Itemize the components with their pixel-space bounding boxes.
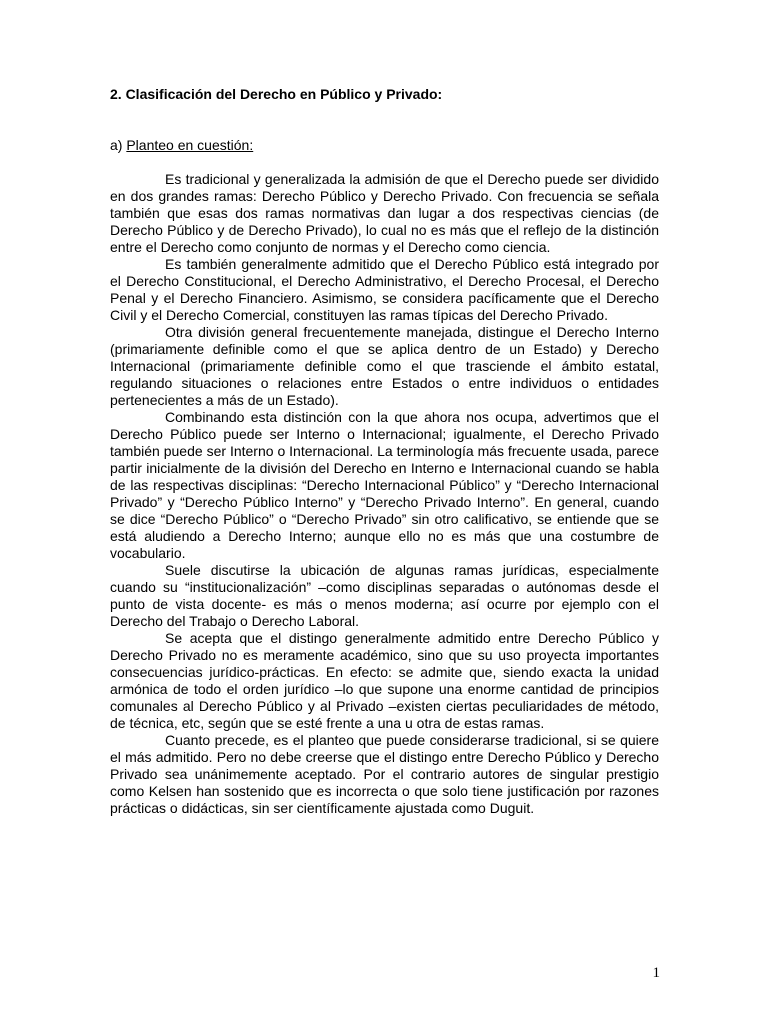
paragraph: Se acepta que el distingo generalmente admitido entre Derecho Público y Derecho Privado no es meramente académico, sino que su uso proyecta importantes consecuencias jurídico-prácticas. En efecto: se admite que, siendo exacta la unidad armónica de todo el orden jurídico –lo que supone una enorme cantidad de principios comunales al Derecho Público y al Privado –existen ciertas peculiaridades de método, de técnica, etc, según que se esté frente a una u otra de estas ramas. [110, 630, 659, 731]
paragraph: Suele discutirse la ubicación de algunas ramas jurídicas, especialmente cuando su “institucionalización” –como disciplinas separadas o autónomas desde el punto de vista docente- es más o menos moderna; así ocurre por ejemplo con el Derecho del Trabajo o Derecho Laboral. [110, 562, 659, 629]
paragraph-list [110, 171, 659, 817]
subsection-title: Planteo en cuestión: [126, 137, 254, 153]
subsection-prefix: a) [110, 137, 127, 153]
paragraph: Combinando esta distinción con la que ahora nos ocupa, advertimos que el Derecho Público puede ser Interno o Internacional; igualmente, el Derecho Privado también puede ser Interno o Internacional. La terminología más frecuente usada, parece partir inicialmente de la división del Derecho en Interno e Internacional cuando se habla de las respectivas disciplinas: “Derecho Internacional Público” y “Derecho Internacional Privado” y “Derecho Público Interno” y “Derecho Privado Interno”. En general, cuando se dice “Derecho Público” o “Derecho Privado” sin otro calificativo, se entiende que se está aludiendo a Derecho Interno; aunque ello no es más que una costumbre de vocabulario. [110, 409, 659, 561]
section-heading: 2. Clasificación del Derecho en Público y Privado: [110, 86, 443, 102]
document-body [110, 86, 659, 817]
paragraph: Es tradicional y generalizada la admisión de que el Derecho puede ser dividido en dos grandes ramas: Derecho Público y Derecho Privado. Con frecuencia se señala también que esas dos ramas normativas dan lugar a dos respectivas ciencias (de Derecho Público y de Derecho Privado), lo cual no es más que el reflejo de la distinción entre el Derecho como conjunto de normas y el Derecho como ciencia. [110, 171, 659, 255]
paragraph: Es también generalmente admitido que el Derecho Público está integrado por el Derecho Constitucional, el Derecho Administrativo, el Derecho Procesal, el Derecho Penal y el Derecho Financiero. Asimismo, se considera pacíficamente que el Derecho Civil y el Derecho Comercial, constituyen las ramas típicas del Derecho Privado. [110, 256, 659, 323]
page-number: 1 [652, 965, 660, 981]
paragraph: Otra división general frecuentemente manejada, distingue el Derecho Interno (primariamente definible como el que se aplica dentro de un Estado) y Derecho Internacional (primariamente definible como el que trasciende el ámbito estatal, regulando situaciones o relaciones entre Estados o entre individuos o entidades pertenecientes a más de un Estado). [110, 324, 659, 408]
subsection-heading [110, 137, 659, 154]
paragraph: Cuanto precede, es el planteo que puede considerarse tradicional, si se quiere el más admitido. Pero no debe creerse que el distingo entre Derecho Público y Derecho Privado sea unánimemente aceptado. Por el contrario autores de singular prestigio como Kelsen han sostenido que es incorrecta o que solo tiene justificación por razones prácticas o didácticas, sin ser científicamente ajustada como Duguit. [110, 732, 659, 816]
